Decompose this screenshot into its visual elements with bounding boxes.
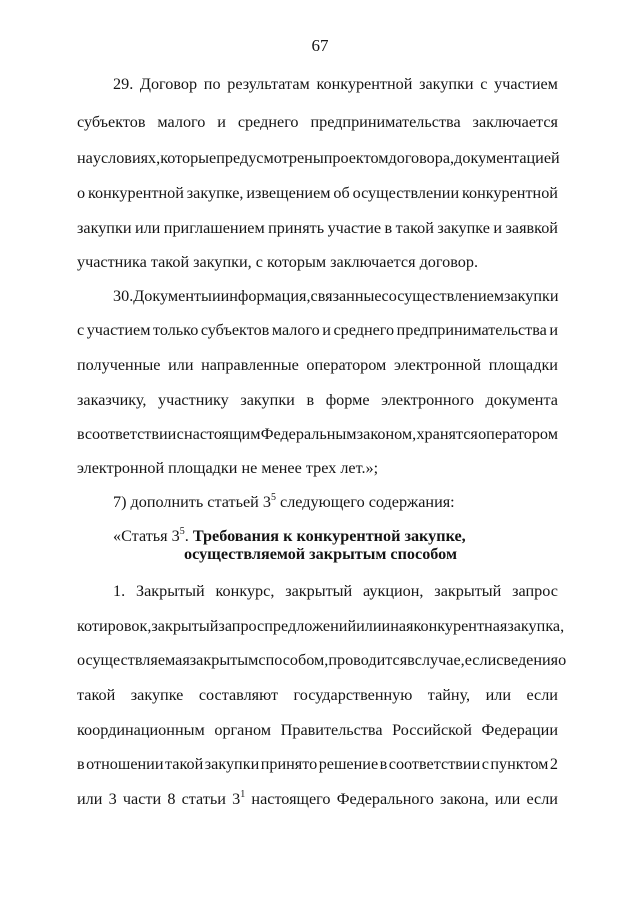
p1-line-7 — [77, 789, 558, 809]
article-prefix: «Статья 3 — [113, 527, 180, 545]
word: случае, — [414, 651, 465, 669]
word: предпринимательства — [396, 321, 547, 339]
word: закрытый — [434, 582, 502, 600]
article-superscript: 5 — [179, 525, 185, 537]
word: на — [77, 149, 93, 167]
word: 8 — [167, 790, 176, 808]
word: такой — [77, 686, 116, 704]
word: с — [481, 755, 489, 773]
word: форме — [325, 391, 370, 409]
word: закупке — [130, 686, 184, 704]
word: проектом — [323, 149, 389, 167]
word: настоящим — [183, 425, 261, 443]
word: среднего — [333, 321, 395, 339]
word: иная — [381, 617, 414, 635]
p29-line-3 — [77, 148, 558, 168]
p1-line-3 — [77, 650, 567, 670]
word: по — [203, 75, 221, 93]
word: государственную — [293, 686, 413, 704]
word: закрытый — [151, 617, 219, 635]
word: настоящего — [251, 790, 331, 808]
word: с — [480, 75, 488, 93]
word: запрос — [512, 582, 558, 600]
word: Закрытый — [135, 582, 205, 600]
p1-line-1 — [113, 581, 558, 601]
word: такой — [164, 755, 204, 773]
word: закупке — [437, 219, 490, 237]
p1-line-2 — [77, 616, 565, 636]
word: предпринимательства — [310, 113, 461, 131]
word: документа — [485, 391, 558, 409]
article-heading — [113, 526, 466, 546]
word: которые — [160, 149, 217, 167]
item-7-text: 7) дополнить статьей 3 — [113, 493, 271, 511]
word: закона, — [440, 790, 489, 808]
word: субъектов — [77, 113, 146, 131]
word: законом, — [356, 425, 417, 443]
word: Документы — [133, 287, 212, 305]
word: закупки — [419, 75, 474, 93]
word: координационным — [77, 721, 205, 739]
word: в — [306, 391, 315, 409]
word: оператором — [306, 356, 387, 374]
word: или — [494, 790, 521, 808]
p29-line-2 — [77, 112, 558, 132]
article-ref — [232, 789, 245, 809]
word: в — [384, 219, 393, 237]
word: извещением — [246, 184, 331, 202]
p1-line-5 — [77, 720, 558, 740]
word: или — [134, 219, 161, 237]
word: условиях, — [92, 149, 161, 167]
word: участнику — [158, 391, 229, 409]
word: закрытый — [285, 582, 353, 600]
p30-line-6: электронной площадки не менее трех лет.»; — [77, 459, 379, 477]
word: и — [493, 219, 503, 237]
word: Правительства — [280, 721, 383, 739]
word: в — [379, 755, 388, 773]
item-7-superscript: 5 — [270, 491, 276, 503]
word: такой — [395, 219, 434, 237]
p30-line-3 — [77, 355, 558, 375]
word: конкурентная — [413, 617, 508, 635]
word: только — [152, 321, 199, 339]
word: полученные — [77, 356, 161, 374]
word: направленные — [201, 356, 299, 374]
p30-line-2 — [77, 320, 558, 340]
p29-line-4 — [77, 183, 558, 203]
p30-line-4 — [77, 390, 558, 410]
word: об — [333, 184, 350, 202]
word: электронного — [381, 391, 474, 409]
word: Федерации — [481, 721, 558, 739]
word: отношении — [86, 755, 164, 773]
word: связанные — [310, 287, 382, 305]
word: или — [77, 790, 103, 808]
word: осуществлением — [388, 287, 505, 305]
word: Федерального — [336, 790, 434, 808]
word: документацией — [454, 149, 560, 167]
word: малого — [271, 321, 320, 339]
word: проводится — [328, 651, 408, 669]
item-7 — [113, 492, 455, 512]
word: если — [464, 651, 497, 669]
word: запрос — [218, 617, 265, 635]
word: участием — [86, 321, 151, 339]
p29-line-1 — [113, 74, 558, 94]
word: конкурентной — [87, 184, 184, 202]
word: Договор — [139, 75, 198, 93]
word: заказчику, — [77, 391, 147, 409]
word: предусмотрены — [216, 149, 324, 167]
word: закупки — [77, 219, 132, 237]
item-7-text-end: следующего содержания: — [275, 493, 455, 511]
word: 30. — [113, 287, 134, 305]
word: статьи — [181, 790, 226, 808]
word: о — [77, 184, 86, 202]
word: если — [526, 686, 558, 704]
word: и — [322, 321, 331, 339]
word: конкурс, — [215, 582, 275, 600]
word: 2 — [549, 755, 558, 773]
p1-line-4 — [77, 685, 558, 705]
word: закупке, — [186, 184, 244, 202]
p1-line-6 — [77, 754, 558, 774]
word: результатам — [227, 75, 310, 93]
word: сведения — [496, 651, 559, 669]
word: и — [549, 321, 558, 339]
word: соответствии — [388, 755, 481, 773]
word: предложений — [264, 617, 357, 635]
word: закрытым — [189, 651, 259, 669]
p29-line-5 — [77, 218, 558, 238]
word: аукцион, — [363, 582, 424, 600]
word: электронной — [393, 356, 482, 374]
p30-line-1 — [113, 286, 558, 306]
word: закупки — [504, 287, 559, 305]
word: закупка, — [507, 617, 565, 635]
word: с — [77, 321, 85, 339]
word: закупки — [240, 391, 295, 409]
word: 29. — [113, 75, 134, 93]
p30-line-5 — [77, 424, 558, 444]
word: информация, — [220, 287, 311, 305]
word: осуществлении — [352, 184, 460, 202]
article-title-line-1: Требования к конкурентной закупке, — [192, 527, 466, 545]
word: участием — [494, 75, 558, 93]
word: среднего — [237, 113, 299, 131]
word: решение — [318, 755, 379, 773]
word: принять — [268, 219, 325, 237]
word: закупки — [204, 755, 260, 773]
word: участие — [327, 219, 382, 237]
word: пунктом — [490, 755, 549, 773]
article-ref-superscript: 1 — [240, 788, 246, 800]
word: и — [217, 113, 226, 131]
word: договора, — [388, 149, 455, 167]
word: с — [176, 425, 184, 443]
word: осуществляемая — [77, 651, 190, 669]
word: заключается — [472, 113, 558, 131]
word: площадки — [488, 356, 558, 374]
word: и — [211, 287, 221, 305]
word: с — [381, 287, 389, 305]
word: конкурентной — [462, 184, 558, 202]
word: Российской — [392, 721, 472, 739]
word: соответствии — [84, 425, 177, 443]
word: 3 — [108, 790, 117, 808]
word: Федеральным — [260, 425, 357, 443]
word: или — [356, 617, 382, 635]
word: составляют — [198, 686, 279, 704]
word: 3 — [232, 790, 241, 808]
word: органом — [214, 721, 272, 739]
word: котировок, — [77, 617, 152, 635]
word: о — [558, 651, 567, 669]
word: в — [77, 755, 85, 773]
word: приглашением — [163, 219, 265, 237]
word: принято — [260, 755, 318, 773]
word: в — [407, 651, 415, 669]
word: конкурентной — [316, 75, 413, 93]
p29-line-6: участника такой закупки, с которым заключается договор. — [77, 253, 479, 271]
word: оператором — [478, 425, 558, 443]
page-number: 67 — [311, 36, 329, 55]
word: тайну, — [427, 686, 471, 704]
word: или — [485, 686, 511, 704]
word: субъектов — [200, 321, 270, 339]
word: способом, — [258, 651, 329, 669]
word: 1. — [113, 582, 126, 600]
word: хранятся — [416, 425, 478, 443]
word: заявкой — [505, 219, 558, 237]
article-title-line-2: осуществляемой закрытым способом — [184, 545, 457, 563]
article-dot: . — [184, 527, 193, 545]
word: если — [526, 790, 558, 808]
word: в — [77, 425, 85, 443]
word: части — [122, 790, 162, 808]
word: малого — [157, 113, 206, 131]
word: или — [168, 356, 194, 374]
